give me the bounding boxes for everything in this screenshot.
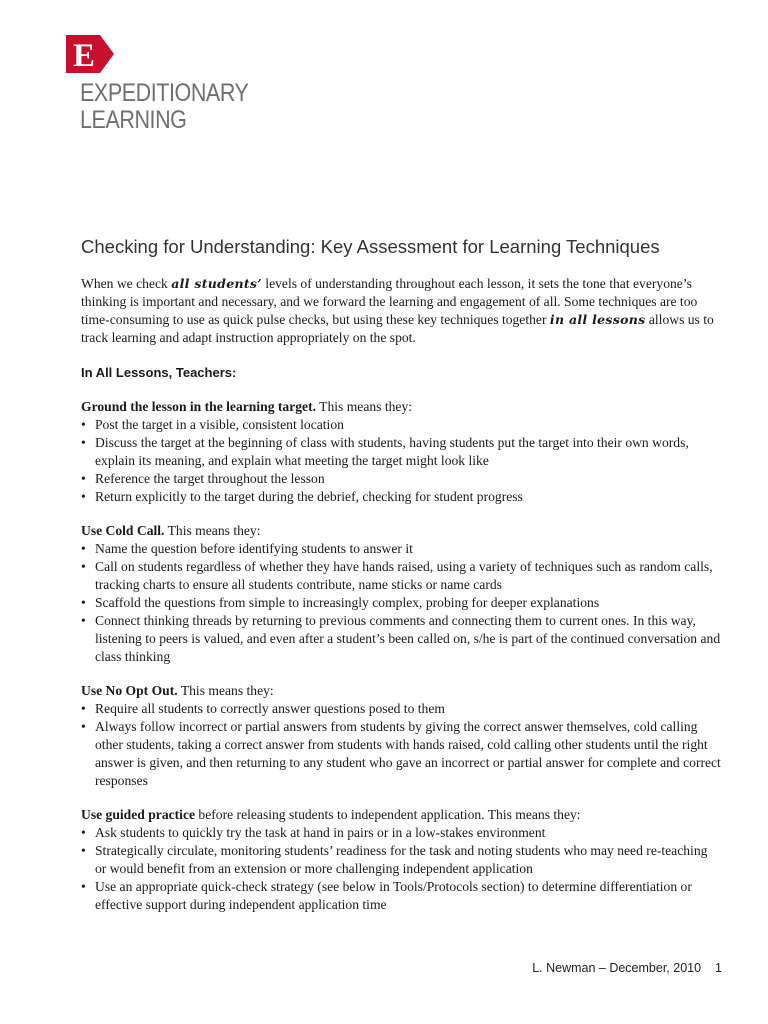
section-learning-target <box>81 398 721 506</box>
footer-author-date: L. Newman – December, 2010 <box>532 961 702 975</box>
logo-line-1: EXPEDITIONARY <box>80 79 249 107</box>
list-item: • Name the question before identifying students to answer it <box>81 540 721 558</box>
section-heading: Ground the lesson in the learning target. This means they: <box>81 399 413 414</box>
list-item: • Connect thinking threads by returning to previous comments and connecting them to current ones. In this way, listening to peers is valued, and even after a student’s been called on, s/he is part of the continued conversation and class thinking <box>81 612 721 666</box>
list-item: • Call on students regardless of whether they have hands raised, using a variety of techniques such as random calls, tracking charts to ensure all students contribute, name sticks or name cards <box>81 558 721 594</box>
bullet-list <box>81 416 721 506</box>
intro-paragraph: When we check all students’ levels of understanding throughout each lesson, it sets the tone that everyone’s thinking is important and necessary, and we forward the learning and engagement of all. Some techniques are too time-consuming to use as quick pulse checks, but using these key techniques together in all lessons allows us to track learning and adapt instruction appropriately on the spot. <box>81 276 714 345</box>
section-guided-practice <box>81 806 721 914</box>
list-item: • Strategically circulate, monitoring students’ readiness for the task and noting students who may need re-teaching or would benefit from an extension or more challenging independent application <box>81 842 721 878</box>
logo-line-2: LEARNING <box>80 106 187 134</box>
bullet-list <box>81 700 721 790</box>
emphasis-in-all-lessons: in all lessons <box>549 312 646 327</box>
page-title: Checking for Understanding: Key Assessment for Learning Techniques <box>81 236 660 257</box>
list-item: • Ask students to quickly try the task at hand in pairs or in a low-stakes environment <box>81 824 721 842</box>
logo-mark-icon <box>66 35 114 73</box>
section-heading: Use No Opt Out. This means they: <box>81 683 274 698</box>
list-item: • Post the target in a visible, consistent location <box>81 416 721 434</box>
document-body <box>81 275 721 914</box>
list-item: • Always follow incorrect or partial answers from students by giving the correct answer themselves, cold calling other students, taking a correct answer from students with hands raised, cold calling other students until the right answer is given, and then returning to any student who gave an incorrect or partial answer for complete and correct responses <box>81 718 721 790</box>
bullet-list <box>81 540 721 666</box>
list-item: • Scaffold the questions from simple to increasingly complex, probing for deeper explanations <box>81 594 721 612</box>
list-item: • Reference the target throughout the lesson <box>81 470 721 488</box>
emphasis-all-students: all students’ <box>171 276 262 291</box>
expeditionary-learning-logo <box>66 35 249 140</box>
list-item: • Use an appropriate quick-check strategy (see below in Tools/Protocols section) to determine differentiation or effective support during independent application time <box>81 878 721 914</box>
section-heading: Use guided practice before releasing students to independent application. This means they: <box>81 807 581 822</box>
page-footer <box>532 961 722 975</box>
logo-letter: E <box>73 38 96 73</box>
page-number: 1 <box>715 961 722 975</box>
section-cold-call <box>81 522 721 666</box>
section-subheading: In All Lessons, Teachers: <box>81 365 237 380</box>
list-item: • Discuss the target at the beginning of class with students, having students put the target into their own words, explain its meaning, and explain what meeting the target might look like <box>81 434 721 470</box>
list-item: • Require all students to correctly answer questions posed to them <box>81 700 721 718</box>
logo-wordmark <box>80 80 248 134</box>
section-no-opt-out <box>81 682 721 790</box>
bullet-list <box>81 824 721 914</box>
list-item: • Return explicitly to the target during the debrief, checking for student progress <box>81 488 721 506</box>
section-heading: Use Cold Call. This means they: <box>81 523 261 538</box>
